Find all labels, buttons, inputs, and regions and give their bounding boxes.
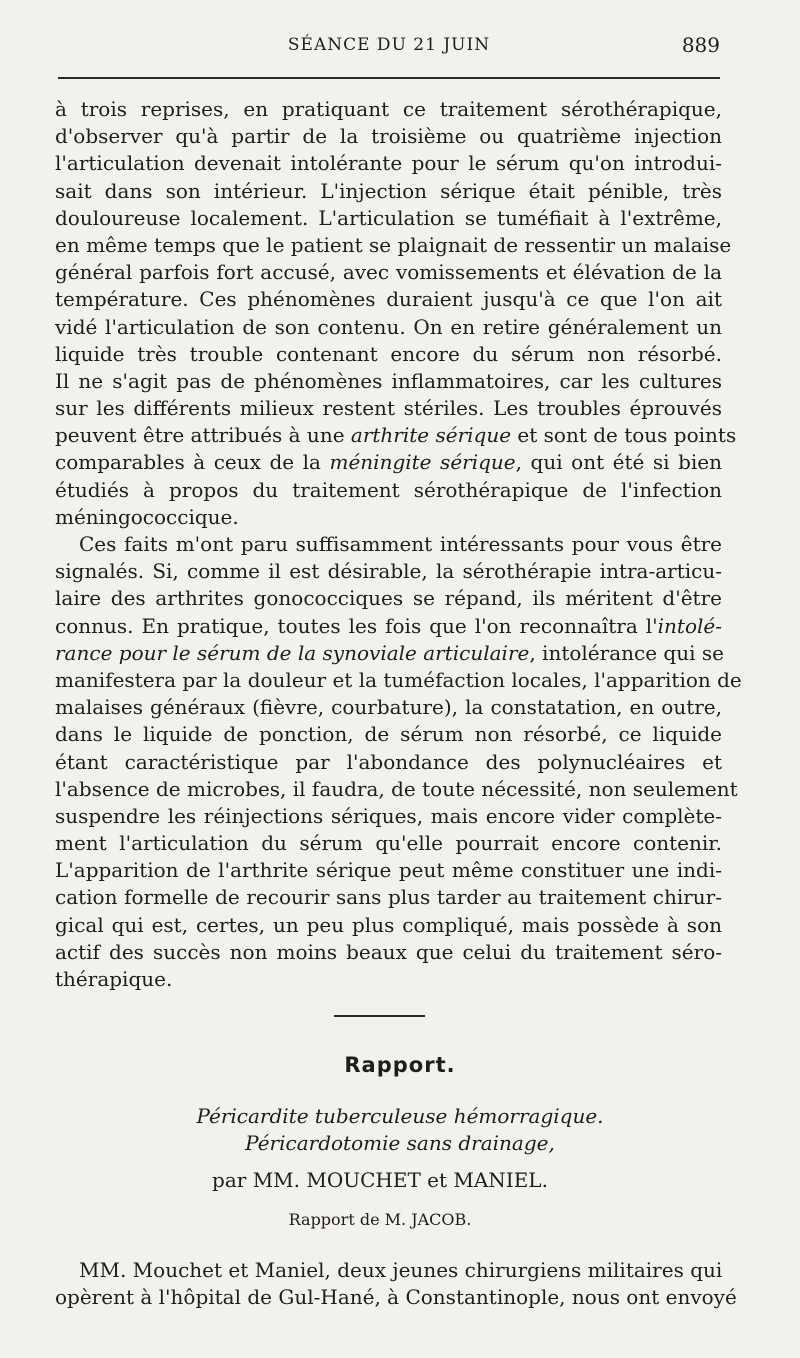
article-subtitle: Péricardite tuberculeuse hémorragique. — [196, 1104, 604, 1128]
page-number: 889 — [681, 33, 720, 57]
text-line: gical qui est, certes, un peu plus compliqué, mais possède à son — [55, 912, 722, 937]
text-line: général parfois fort accusé, avec vomissements et élévation de la — [55, 260, 722, 285]
report-body-text — [55, 1257, 737, 1311]
text-line: thérapique. — [55, 967, 173, 991]
text-line: méningococcique. — [55, 504, 239, 529]
text-line: sait dans son intérieur. L'injection sérique était pénible, très — [55, 178, 722, 203]
text-segment: connus. En pratique, toutes les fois que l'on reconnaîtra l' — [55, 613, 658, 638]
text-line: température. Ces phénomènes duraient jusqu'à ce que l'on ait — [55, 287, 722, 312]
text-line — [55, 640, 722, 667]
text-line: MM. Mouchet et Maniel, deux jeunes chirurgiens militaires qui — [79, 1258, 723, 1282]
text-segment: , qui ont été si bien — [515, 450, 723, 475]
text-line: Il ne s'agit pas de phénomènes inflammatoires, car les cultures — [55, 368, 722, 393]
text-segment: et sont de tous points — [511, 423, 737, 448]
running-title: SÉANCE DU 21 JUIN — [287, 35, 491, 55]
text-line: l'absence de microbes, il faudra, de toute nécessité, non seulement — [55, 776, 738, 801]
text-line: ment l'articulation du sérum qu'elle pourrait encore contenir. — [55, 831, 722, 856]
text-line: suspendre les réinjections sériques, mais encore vider complète- — [55, 803, 722, 828]
text-line: étudiés à propos du traitement sérothérapique de l'infection — [55, 477, 722, 502]
text-line: liquide très trouble contenant encore du sérum non résorbé. — [55, 341, 722, 366]
text-line: Ces faits m'ont paru suffisamment intéressants pour vous être — [79, 532, 722, 556]
italic-term: arthrite sérique — [350, 423, 512, 448]
text-line: cation formelle de recourir sans plus tarder au traitement chirur- — [55, 885, 722, 910]
text-line: à trois reprises, en pratiquant ce traitement sérothérapique, — [55, 97, 722, 121]
text-line: sur les différents milieux restent stériles. Les troubles éprouvés — [55, 396, 722, 421]
italic-term: intolé- — [657, 613, 722, 638]
section-divider — [334, 1015, 425, 1017]
text-line: opèrent à l'hôpital de Gul-Hané, à Constantinople, nous ont envoyé — [55, 1285, 737, 1310]
body-text — [55, 96, 742, 993]
text-line: en même temps que le patient se plaignait de ressentir un malaise — [55, 232, 732, 257]
text-segment: peuvent être attribués à une — [55, 423, 351, 448]
text-line: actif des succès non moins beaux que celui du traitement séro- — [55, 939, 722, 964]
text-line: d'observer qu'à partir de la troisième ou quatrième injection — [55, 124, 722, 149]
header-rule — [58, 77, 720, 79]
text-line: malaises généraux (fièvre, courbature), la constatation, en outre, — [55, 695, 722, 720]
text-line — [55, 422, 737, 449]
text-line: étant caractéristique par l'abondance des polynucléaires et — [55, 749, 722, 774]
text-line: vidé l'articulation de son contenu. On en retire généralement un — [55, 314, 722, 339]
text-line: l'articulation devenait intolérante pour le sérum qu'on introdui- — [55, 151, 722, 176]
italic-term: rance pour le sérum de la synoviale articulaire — [55, 640, 530, 665]
text-line: dans le liquide de ponction, de sérum non résorbé, ce liquide — [55, 722, 722, 747]
italic-term: méningite sérique — [329, 450, 516, 475]
text-segment: comparables à ceux de la — [55, 450, 330, 475]
report-attribution: Rapport de M. JACOB. — [288, 1210, 472, 1229]
text-segment: , intolérance qui se — [529, 640, 724, 665]
section-title: Rapport. — [344, 1053, 456, 1077]
text-line — [55, 613, 722, 640]
text-line: douloureuse localement. L'articulation se tuméfiait à l'extrême, — [55, 205, 722, 230]
article-authors: par MM. MOUCHET et MANIEL. — [212, 1168, 548, 1192]
article-subtitle: Péricardotomie sans drainage, — [245, 1131, 555, 1155]
page-header — [58, 33, 720, 61]
text-line — [55, 449, 722, 476]
text-line: L'apparition de l'arthrite sérique peut même constituer une indi- — [55, 858, 722, 883]
text-line: signalés. Si, comme il est désirable, la sérothérapie intra-articu- — [55, 559, 722, 584]
text-line: laire des arthrites gonococciques se répand, ils méritent d'être — [55, 586, 722, 611]
text-line: manifestera par la douleur et la tuméfaction locales, l'apparition de — [55, 667, 742, 692]
